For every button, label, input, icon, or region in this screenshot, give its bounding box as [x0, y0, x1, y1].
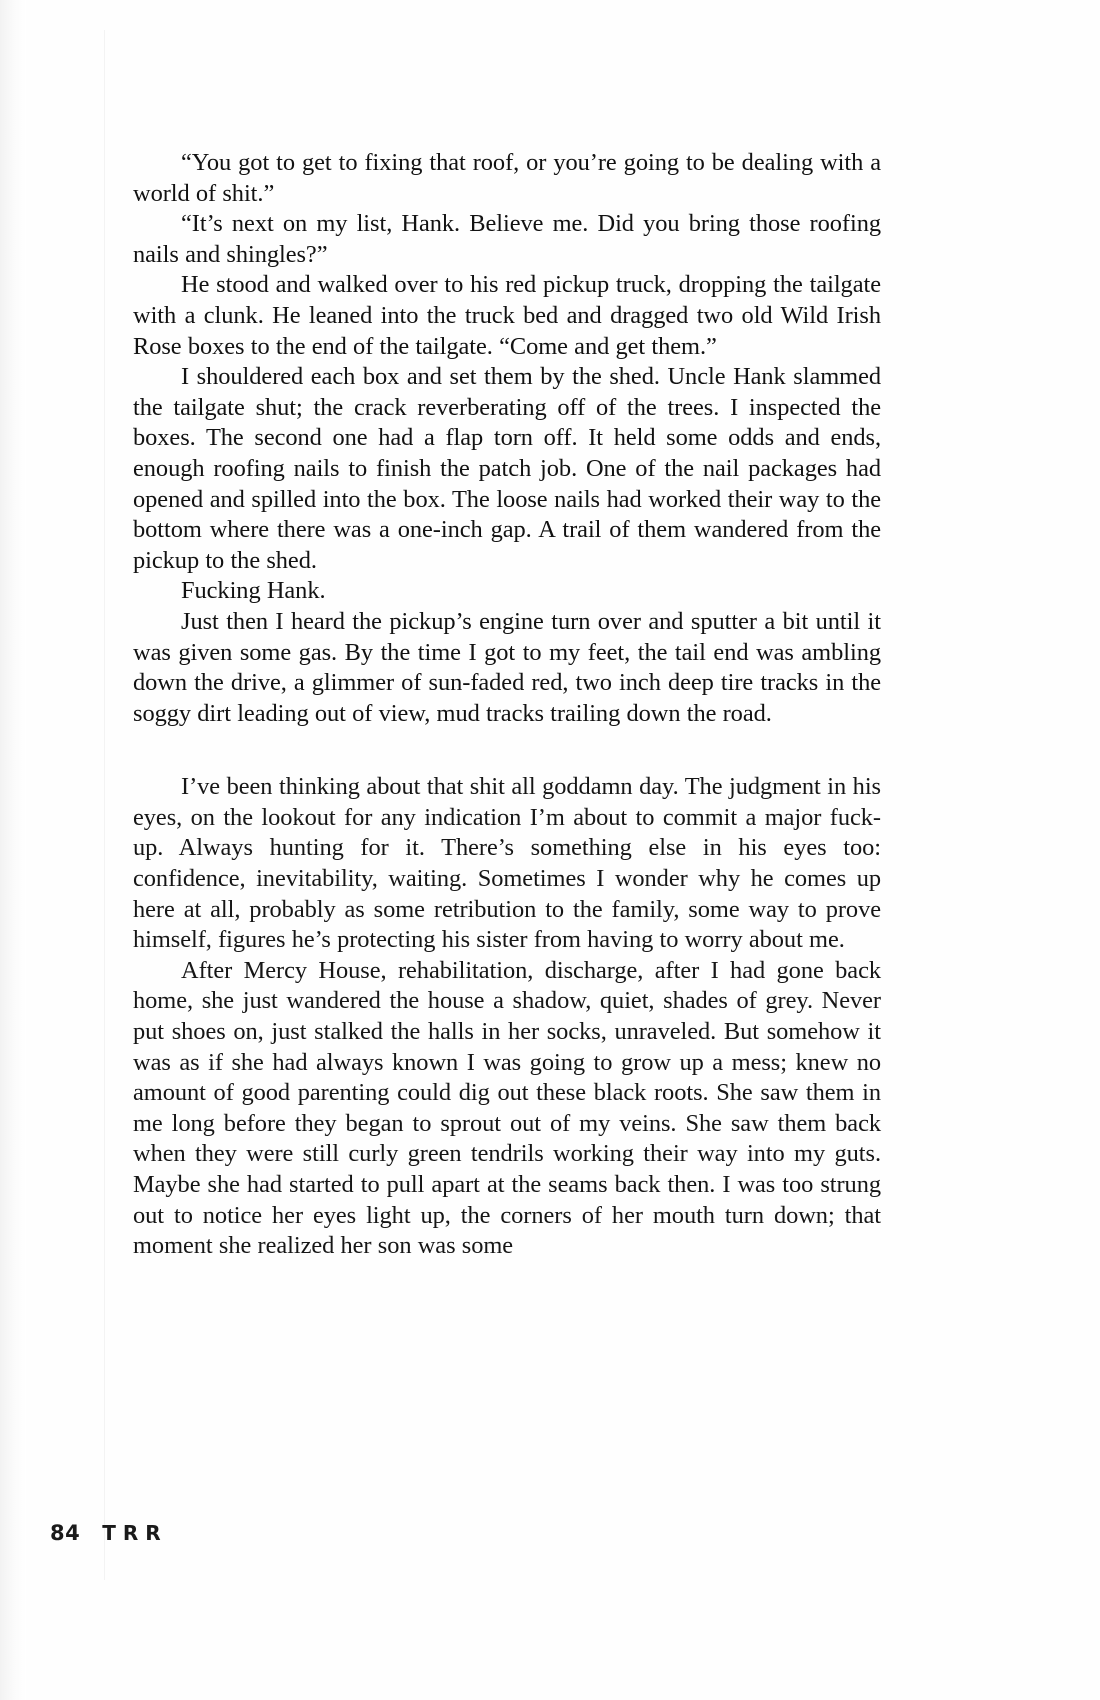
section-break — [133, 729, 881, 772]
paragraph: After Mercy House, rehabilitation, discharge, after I had gone back home, she just wandered the house a shadow, quiet, shades of grey. Never put shoes on, just stalked the halls in her socks, unraveled. But somehow it was as if she had always known I was going to grow up a mess; knew no amount of good parenting could dig out these black roots. She saw them in me long before they began to sprout out of my veins. She saw them back when they were still curly green tendrils working their way into my guts. Maybe she had started to pull apart at the seams back then. I was too strung out to notice her eyes light up, the corners of her mouth turn down; that moment she realized her son was some — [133, 956, 881, 1260]
paragraph: I shouldered each box and set them by the shed. Uncle Hank slammed the tailgate shut; the crack reverberating off of the trees. I inspected the boxes. The second one had a flap torn off. It held some odds and ends, enough roofing nails to finish the patch job. One of the nail packages had opened and spilled into the box. The loose nails had worked their way to the bottom where there was a one-inch gap. A trail of them wandered from the pickup to the shed. — [133, 363, 881, 574]
paragraph: I’ve been thinking about that shit all goddamn day. The judgment in his eyes, on the lookout for any indication I’m about to commit a major fuck-up. Always hunting for it. There’s something else in his eyes too: confidence, inevitability, waiting. Sometimes I wonder why he comes up here at all, probably as some retribution to the family, some way to prove himself, figures he’s protecting his sister from having to worry about me. — [133, 773, 881, 954]
page-number: 84 — [50, 1521, 81, 1545]
prose-block-one — [133, 148, 881, 729]
paragraph: “It’s next on my list, Hank. Believe me. Did you bring those roofing nails and shingles?” — [133, 210, 881, 268]
running-mark: TRR — [102, 1521, 168, 1545]
paragraph: He stood and walked over to his red pickup truck, dropping the tailgate with a clunk. He leaned into the truck bed and dragged two old Wild Irish Rose boxes to the end of the tailgate. “Come and get them.” — [133, 271, 881, 360]
scan-edge-shading — [0, 0, 26, 1700]
scan-gutter-line — [104, 30, 105, 1580]
page-footer — [50, 1521, 168, 1545]
prose-block-two — [133, 772, 881, 1262]
text-column — [133, 148, 881, 1262]
paragraph: Fucking Hank. — [181, 577, 326, 605]
paragraph: Just then I heard the pickup’s engine turn over and sputter a bit until it was given some gas. By the time I got to my feet, the tail end was ambling down the drive, a glimmer of sun-faded red, two inch deep tire tracks in the soggy dirt leading out of view, mud tracks trailing down the road. — [133, 607, 881, 727]
paragraph: “You got to get to fixing that roof, or you’re going to be dealing with a world of shit.” — [133, 149, 881, 207]
